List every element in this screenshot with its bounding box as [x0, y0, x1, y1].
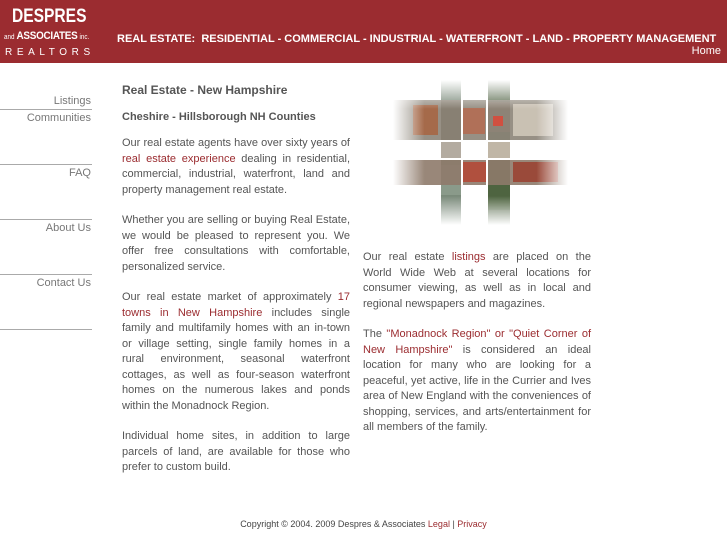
region-text-rest: is considered an ideal location for many who are looking for a peaceful, yet active, life in the Currier and Ives area of New England with the conveniences of shopping, services, and arts/entertainment for all members of the family.: [363, 343, 591, 433]
topnav-industrial[interactable]: INDUSTRIAL: [369, 33, 437, 45]
copyright-text: Copyright © 2004. 2009 Despres & Associates: [240, 519, 428, 529]
top-navigation: [117, 33, 716, 45]
representation-paragraph: Whether you are selling or buying Real Estate, we would be pleased to represent you. We offer free consultations with comfortable, personalized service.: [122, 214, 350, 273]
logo-inc: inc.: [79, 34, 90, 41]
site-header: [0, 0, 727, 63]
main-content: [122, 83, 350, 491]
intro-text: Our real estate agents have over sixty years of: [122, 137, 350, 149]
listings-text-rest: are placed on the World Wide Web at several locations for consumer viewing, as well as in local and regional newspapers and magazines.: [363, 251, 591, 310]
intro-text-rest: dealing in residential, commercial, industrial, waterfront, land and property management real estate.: [122, 152, 350, 196]
logo-associates: [4, 30, 89, 42]
listings-text: Our real estate: [363, 251, 452, 263]
sidenav-label: Listings: [53, 95, 91, 107]
topnav-land[interactable]: LAND: [532, 33, 564, 45]
region-paragraph: [363, 327, 591, 436]
market-text-rest: includes single family and multifamily homes with an in-town or village setting, single family homes in a rural environment, seasonal waterfront cottages, as well as four-season waterfront homes on the numerous lakes and ponds within the Monadnock Region.: [122, 306, 351, 412]
home-link[interactable]: Home: [691, 45, 721, 57]
topnav-residential[interactable]: RESIDENTIAL: [201, 33, 275, 45]
sidenav-contact-us[interactable]: [0, 275, 92, 330]
site-logo[interactable]: [0, 0, 98, 63]
monadnock-region-link[interactable]: "Monadnock Region" or "Quiet Corner of New Hampshire": [363, 328, 592, 356]
topnav-waterfront[interactable]: WATERFRONT: [445, 33, 523, 45]
intro-paragraph: [122, 136, 350, 198]
sidenav-communities[interactable]: [0, 110, 92, 165]
footer-separator: |: [449, 519, 458, 529]
homesites-paragraph: Individual home sites, in addition to large parcels of land, are available for those who prefer to custom build.: [122, 430, 350, 473]
topnav-separator: -: [566, 33, 570, 45]
market-text: Our real estate market of approximately: [122, 291, 338, 303]
sidenav-label: About Us: [45, 222, 91, 234]
towns-link[interactable]: 17 towns in New Hampshire: [122, 291, 350, 319]
market-paragraph: [122, 290, 350, 414]
sidenav-label: FAQ: [68, 167, 91, 179]
topnav-commercial[interactable]: COMMERCIAL: [284, 33, 360, 45]
site-footer: [0, 519, 727, 529]
experience-link[interactable]: real estate experience: [122, 152, 236, 165]
page-title: Real Estate - New Hampshire: [122, 83, 288, 97]
region-text: The: [363, 328, 387, 340]
logo-realtors: REALTORS: [5, 47, 95, 58]
legal-link[interactable]: Legal: [427, 519, 450, 529]
listings-paragraph: [363, 250, 591, 312]
sidenav-faq[interactable]: [0, 165, 92, 220]
side-content: [363, 250, 591, 451]
topnav-separator: -: [439, 33, 443, 45]
topnav-separator: -: [277, 33, 282, 45]
property-photo-collage: [393, 80, 568, 225]
listings-link[interactable]: listings: [451, 251, 486, 263]
logo-associates-word: ASSOCIATES: [16, 30, 78, 42]
sidenav-about-us[interactable]: [0, 220, 92, 275]
privacy-link[interactable]: Privacy: [457, 519, 487, 529]
logo-despres: DESPRES: [12, 6, 87, 27]
page-subtitle: Cheshire - Hillsborough NH Counties: [122, 111, 316, 123]
side-navigation: [0, 94, 92, 330]
sidenav-label: Communities: [26, 112, 91, 124]
topnav-property-management[interactable]: PROPERTY MANAGEMENT: [572, 33, 717, 45]
topnav-separator: -: [362, 33, 367, 45]
sidenav-label: Contact Us: [36, 277, 91, 289]
logo-and: and: [4, 34, 15, 41]
sidenav-listings[interactable]: [0, 94, 92, 110]
topnav-separator: -: [525, 33, 530, 45]
topnav-label: REAL ESTATE:: [117, 33, 196, 45]
